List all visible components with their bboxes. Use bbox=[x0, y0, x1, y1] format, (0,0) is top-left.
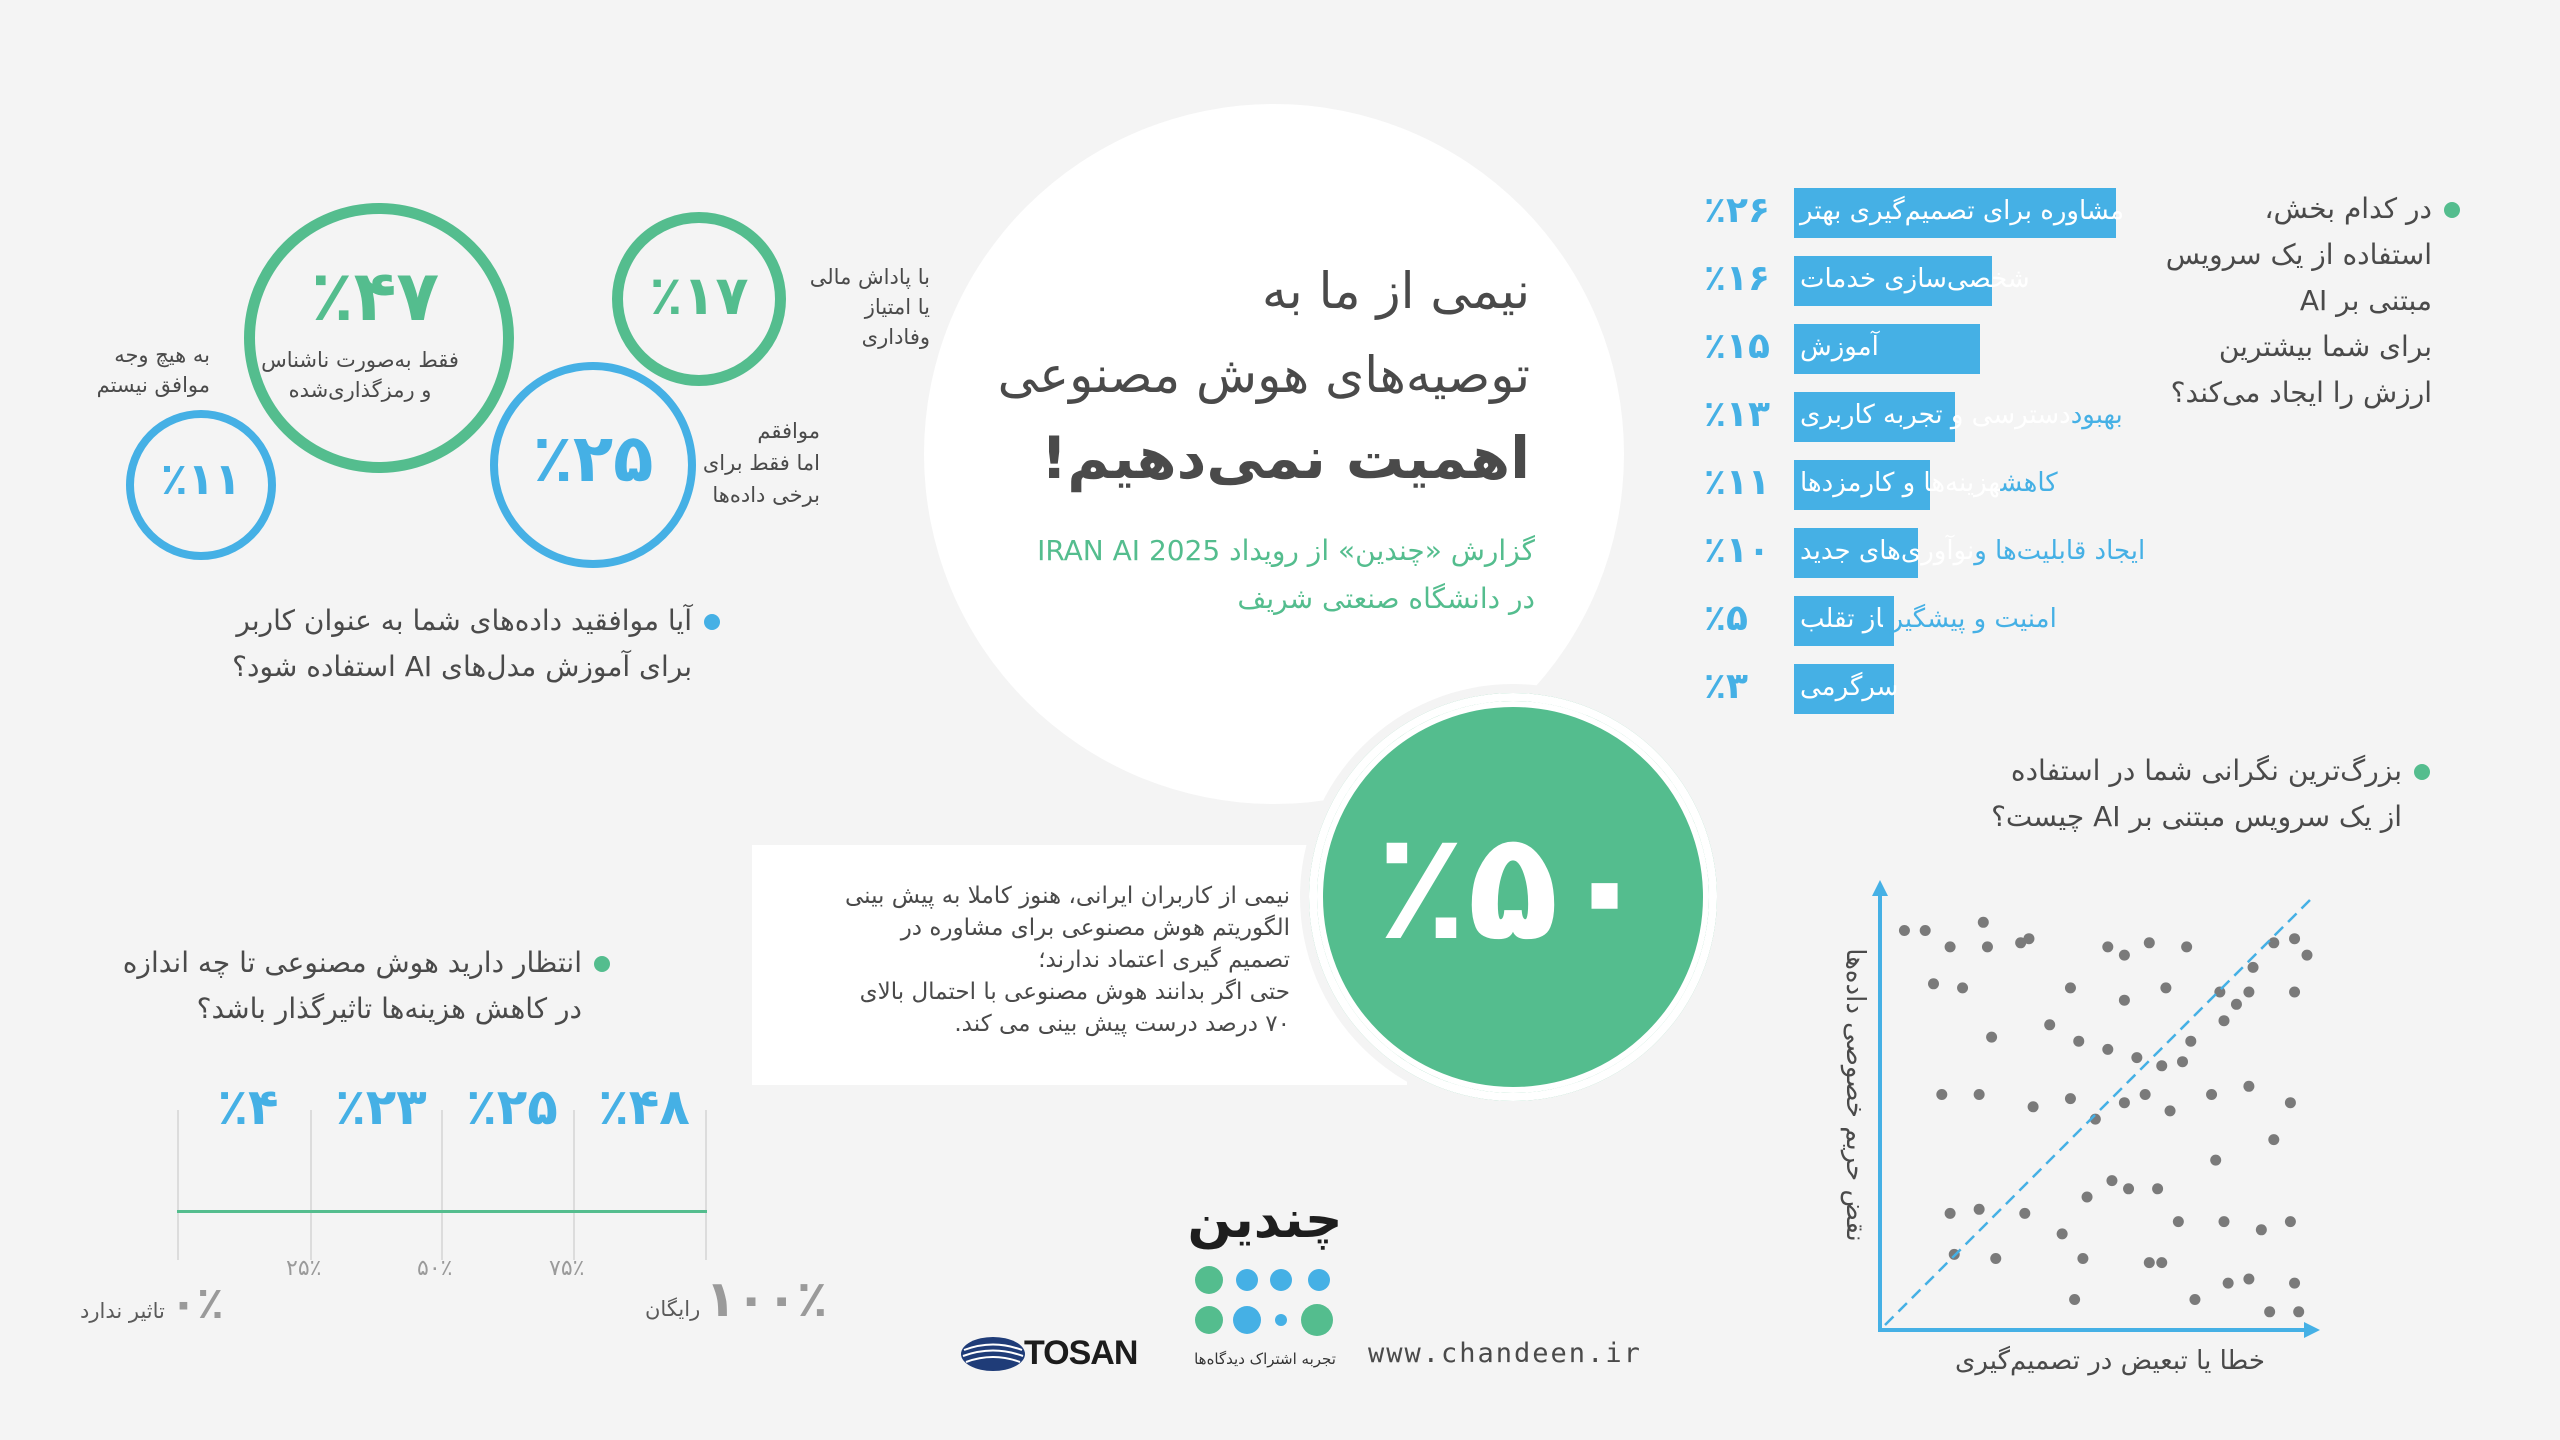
scatter-point bbox=[2289, 987, 2300, 998]
cost-left-label bbox=[80, 1278, 224, 1329]
scatter-point bbox=[2106, 1175, 2117, 1186]
scatter-point bbox=[2123, 1183, 2134, 1194]
scatter-point bbox=[2119, 950, 2130, 961]
scatter-point bbox=[1945, 941, 1956, 952]
scatter-point bbox=[1982, 941, 1993, 952]
scatter-point bbox=[1899, 925, 1910, 936]
big-stat-text bbox=[770, 880, 1290, 1040]
sector-bar-value: ٪۱۵ bbox=[1704, 326, 1770, 367]
scatter-point bbox=[2223, 1278, 2234, 1289]
concern-y-label: نقض حریم خصوصی داده‌ها bbox=[1840, 948, 1870, 1242]
scatter-point bbox=[2102, 1044, 2113, 1055]
scatter-point bbox=[2289, 1278, 2300, 1289]
scatter-point bbox=[1978, 917, 1989, 928]
question-line: استفاده از یک سرویس bbox=[2165, 238, 2432, 271]
scatter-point bbox=[2077, 1253, 2088, 1264]
scatter-point bbox=[2185, 1036, 2196, 1047]
scatter-point bbox=[2019, 1208, 2030, 1219]
scatter-point bbox=[1986, 1032, 1997, 1043]
sector-bar-inside-text: دسترسی و تجربه کاربری bbox=[1800, 400, 2071, 430]
sector-bar-label bbox=[1800, 400, 2331, 430]
sector-bar-inside-text: مشاوره برای تصمیم‌گیری بهتر bbox=[1800, 196, 2125, 226]
cost-right-text: رایگان bbox=[645, 1297, 701, 1321]
scatter-point bbox=[2181, 941, 2192, 952]
scatter-point bbox=[2144, 937, 2155, 948]
scatter-point bbox=[2160, 982, 2171, 993]
scatter-point bbox=[1928, 978, 1939, 989]
question-line: در کاهش هزینه‌ها تاثیرگذار باشد؟ bbox=[196, 992, 582, 1025]
scatter-point bbox=[2256, 1224, 2267, 1235]
scatter-point bbox=[2264, 1306, 2275, 1317]
scatter-point bbox=[2302, 950, 2313, 961]
sector-bar-value: ٪۱۰ bbox=[1704, 530, 1770, 571]
y-axis-arrow-icon bbox=[1872, 880, 1888, 896]
scatter-point bbox=[1974, 1204, 1985, 1215]
question-text: انتظار دارید هوش مصنوعی تا چه اندازه bbox=[122, 946, 582, 979]
scatter-point bbox=[2285, 1097, 2296, 1108]
website-url[interactable]: www.chandeen.ir bbox=[1368, 1338, 1642, 1369]
sector-bar-label bbox=[1800, 332, 2356, 362]
sector-bar-value: ٪۳ bbox=[1704, 666, 1748, 707]
concern-question bbox=[1960, 748, 2430, 840]
scatter-point bbox=[2102, 941, 2113, 952]
sector-bar-label bbox=[1800, 264, 2368, 294]
sector-bar-inside-text: سرگرمی bbox=[1800, 672, 1899, 702]
bubble-label-line: به هیچ وجه bbox=[114, 343, 210, 367]
big-stat-text-line: تصمیم گیری اعتماد ندارند؛ bbox=[1038, 947, 1290, 973]
headline-line-1: نیمی از ما به bbox=[1261, 262, 1530, 320]
bullet-icon bbox=[704, 614, 720, 630]
question-line: برای آموزش مدل‌های AI استفاده شود؟ bbox=[232, 650, 692, 683]
scatter-point bbox=[2140, 1089, 2151, 1100]
sector-bar-label bbox=[1800, 672, 2270, 702]
bubble-partial-label bbox=[700, 415, 820, 511]
bubble-disagree-value: ٪۱۱ bbox=[160, 454, 242, 505]
big-stat-text-line: الگوریتم هوش مصنوعی برای مشاوره در bbox=[900, 915, 1290, 941]
sector-bar-value: ٪۱۳ bbox=[1704, 394, 1770, 435]
scatter-point bbox=[2219, 1216, 2230, 1227]
scatter-point bbox=[2173, 1216, 2184, 1227]
big-stat-text-line: حتی اگر بدانند هوش مصنوعی با احتمال بالای bbox=[859, 979, 1290, 1005]
big-stat-text-line: نیمی از کاربران ایرانی، هنوز کاملا به پیش بینی bbox=[844, 883, 1290, 909]
sector-bar-value: ٪۵ bbox=[1704, 598, 1748, 639]
sector-bar-outside-text: امنیت و پیشگیری bbox=[1883, 604, 2057, 634]
cost-left-value: ۰٪ bbox=[169, 1278, 224, 1329]
sector-bar-inside-text: شخصی‌سازی خدمات bbox=[1800, 264, 2030, 294]
cost-tick-label: ۷۵٪ bbox=[549, 1256, 585, 1281]
question-line bbox=[190, 598, 720, 644]
cost-tick-label: ۲۵٪ bbox=[286, 1256, 322, 1281]
bubble-label-line: موافقم bbox=[757, 419, 820, 443]
headline-line-3: اهمیت نمی‌دهیم! bbox=[1040, 424, 1530, 492]
scatter-point bbox=[2177, 1056, 2188, 1067]
scatter-point bbox=[2119, 995, 2130, 1006]
sector-bar-label bbox=[1800, 536, 2294, 566]
scatter-point bbox=[1945, 1208, 1956, 1219]
bubble-anonymous bbox=[244, 203, 514, 473]
sector-bar-outside-text: ایجاد قابلیت‌ها و bbox=[1974, 536, 2146, 566]
brand-logo-text: چندین bbox=[1187, 1190, 1343, 1250]
brand-subtitle: تجربه اشتراک دیدگاه‌ها bbox=[1194, 1350, 1336, 1368]
scatter-point bbox=[2268, 1134, 2279, 1145]
cost-bin-value: ٪۴۸ bbox=[598, 1078, 690, 1136]
partner-logo-text: TOSAN bbox=[1024, 1334, 1138, 1372]
scatter-point bbox=[2231, 999, 2242, 1010]
cost-gridline bbox=[310, 1110, 312, 1260]
bubble-label-line: موافق نیستم bbox=[96, 373, 210, 397]
scatter-point bbox=[2144, 1257, 2155, 1268]
cost-bin-value: ٪۲۵ bbox=[466, 1078, 558, 1136]
sector-bar-inside-text: نوآوری‌های جدید bbox=[1800, 536, 1975, 566]
cost-gridline bbox=[177, 1110, 179, 1260]
sector-bar-label bbox=[1800, 604, 2270, 634]
scatter-point bbox=[2028, 1101, 2039, 1112]
scatter-point bbox=[2152, 1183, 2163, 1194]
cost-gridline bbox=[441, 1110, 443, 1260]
question-line: برای شما بیشترین bbox=[2218, 330, 2432, 363]
scatter-point bbox=[2065, 1093, 2076, 1104]
brand-dots-icon bbox=[1195, 1264, 1337, 1346]
trend-line bbox=[1885, 900, 2310, 1325]
sector-bar-outside-text: کاهش bbox=[2000, 468, 2058, 498]
question-line bbox=[1960, 748, 2430, 794]
bubble-partial-value: ٪۲۵ bbox=[532, 420, 654, 497]
sector-bar-label bbox=[1800, 468, 2306, 498]
cost-baseline bbox=[177, 1210, 707, 1213]
bubble-anonymous-value: ٪۴۷ bbox=[310, 255, 440, 337]
scatter-point bbox=[2156, 1257, 2167, 1268]
scatter-point bbox=[2189, 1294, 2200, 1305]
headline-line-2: توصیه‌های هوش مصنوعی bbox=[997, 346, 1530, 404]
scatter-point bbox=[2210, 1155, 2221, 1166]
question-line: از یک سرویس مبتنی بر AI چیست؟ bbox=[1991, 800, 2402, 833]
tosan-globe-icon bbox=[960, 1335, 1026, 1373]
scatter-point bbox=[2289, 933, 2300, 944]
question-line: مبتنی بر AI bbox=[2299, 284, 2432, 317]
sector-bar-value: ٪۱۱ bbox=[1704, 462, 1770, 503]
headline-subtitle-1: گزارش «چندین» از رویداد IRAN AI 2025 bbox=[1037, 534, 1535, 567]
cost-tick-label: ۵۰٪ bbox=[417, 1256, 453, 1281]
scatter-point bbox=[2119, 1097, 2130, 1108]
cost-bin-value: ٪۲۳ bbox=[335, 1078, 427, 1136]
bubble-label-line: برخی داده‌ها bbox=[712, 483, 820, 507]
scatter-point bbox=[2243, 987, 2254, 998]
data-training-question bbox=[190, 598, 720, 690]
sector-bar-value: ٪۲۶ bbox=[1704, 190, 1770, 231]
scatter-point bbox=[2082, 1192, 2093, 1203]
scatter-point bbox=[2248, 962, 2259, 973]
bubble-label-line: اما فقط برای bbox=[702, 451, 820, 475]
scatter-point bbox=[2293, 1306, 2304, 1317]
cost-right-value: ۱۰۰٪ bbox=[705, 1270, 828, 1328]
scatter-point bbox=[2285, 1216, 2296, 1227]
question-text: آیا موافقید داده‌های شما به عنوان کاربر bbox=[236, 604, 692, 637]
scatter-point bbox=[1990, 1253, 2001, 1264]
bubble-reward-value: ٪۱۷ bbox=[649, 264, 749, 327]
question-line: ارزش را ایجاد می‌کند؟ bbox=[2170, 376, 2432, 409]
scatter-point bbox=[2156, 1060, 2167, 1071]
cost-bin-value: ٪۴ bbox=[217, 1078, 279, 1136]
bubble-label-line: یا امتیاز وفاداری bbox=[861, 295, 930, 349]
scatter-point bbox=[2065, 982, 2076, 993]
scatter-point bbox=[2069, 1294, 2080, 1305]
cost-right-label bbox=[645, 1270, 827, 1328]
big-stat-text-line: ۷۰ درصد درست پیش بینی می کند. bbox=[954, 1011, 1290, 1037]
scatter-point bbox=[2219, 1015, 2230, 1026]
big-stat-value: ٪۵۰ bbox=[1375, 800, 1651, 974]
scatter-point bbox=[2044, 1019, 2055, 1030]
bubble-anonymous-label bbox=[260, 345, 460, 405]
scatter-point bbox=[1936, 1089, 1947, 1100]
scatter-point bbox=[2057, 1228, 2068, 1239]
scatter-point bbox=[2214, 987, 2225, 998]
scatter-point bbox=[2023, 933, 2034, 944]
sector-bar-inside-text: هزینه‌ها و کارمزدها bbox=[1800, 468, 2001, 498]
scatter-point bbox=[2243, 1274, 2254, 1285]
cost-gridline bbox=[705, 1110, 707, 1260]
scatter-point bbox=[2073, 1036, 2084, 1047]
cost-question bbox=[100, 940, 610, 1032]
scatter-point bbox=[2243, 1081, 2254, 1092]
headline-subtitle-2: در دانشگاه صنعتی شریف bbox=[1237, 582, 1535, 615]
x-axis-arrow-icon bbox=[2304, 1322, 2320, 1338]
sector-bar-value: ٪۱۶ bbox=[1704, 258, 1770, 299]
scatter-point bbox=[2206, 1089, 2217, 1100]
bullet-icon bbox=[2414, 764, 2430, 780]
cost-left-text: تاثیر ندارد bbox=[80, 1299, 165, 1323]
bubble-label-line: فقط به‌صورت ناشناس bbox=[261, 348, 459, 372]
cost-gridline bbox=[573, 1110, 575, 1260]
question-text: در کدام بخش، bbox=[2264, 192, 2432, 225]
scatter-point bbox=[1957, 982, 1968, 993]
question-text: بزرگ‌ترین نگرانی شما در استفاده bbox=[2010, 754, 2402, 787]
bubble-label-line: و رمزگذاری‌شده bbox=[288, 378, 432, 402]
question-line bbox=[100, 940, 610, 986]
scatter-point bbox=[2165, 1105, 2176, 1116]
bubble-label-line: با پاداش مالی bbox=[809, 265, 930, 289]
bubble-reward-label bbox=[790, 262, 930, 352]
sector-bar-label bbox=[1800, 196, 2492, 226]
scatter-point bbox=[1920, 925, 1931, 936]
concern-scatter-plot bbox=[1840, 870, 2340, 1350]
concern-x-label: خطا یا تبعیض در تصمیم‌گیری bbox=[1955, 1346, 2265, 1376]
scatter-point bbox=[1974, 1089, 1985, 1100]
sector-bar-outside-text: بهبود bbox=[2070, 400, 2123, 430]
scatter-point bbox=[2268, 937, 2279, 948]
sector-bar-inside-text: آموزش bbox=[1800, 332, 1879, 362]
bubble-disagree-label bbox=[60, 340, 210, 400]
bullet-icon bbox=[594, 956, 610, 972]
sector-bar-inside-text: از تقلب bbox=[1800, 604, 1884, 634]
scatter-point bbox=[2131, 1052, 2142, 1063]
